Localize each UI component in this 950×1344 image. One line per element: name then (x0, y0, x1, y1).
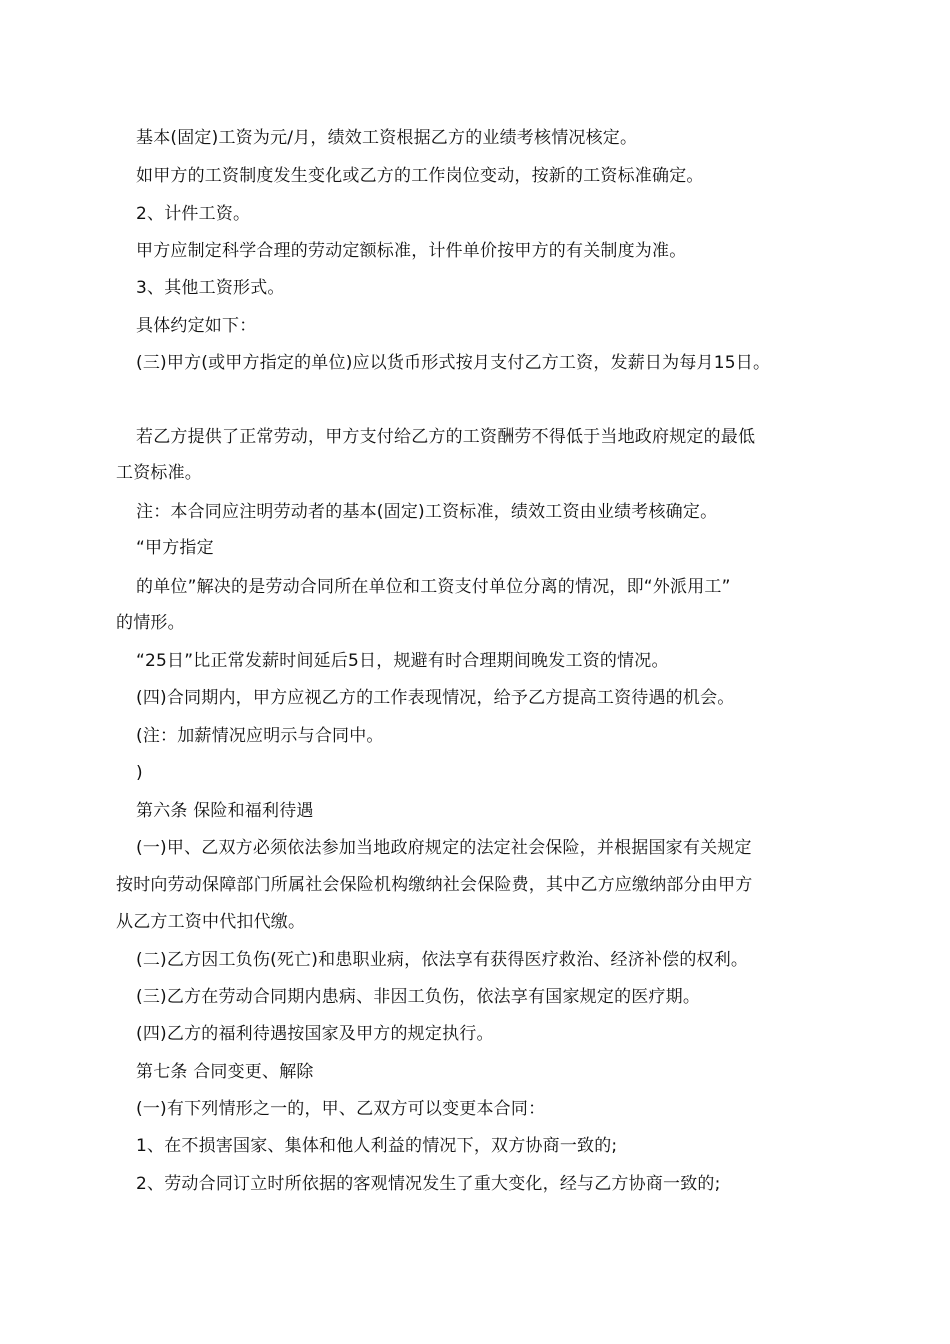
paragraph-line: 从乙方工资中代扣代缴。 (116, 912, 306, 932)
paragraph-line: 注：本合同应注明劳动者的基本(固定)工资标准，绩效工资由业绩考核确定。 (136, 502, 718, 522)
paragraph-line: (三)乙方在劳动合同期内患病、非因工负伤，依法享有国家规定的医疗期。 (136, 987, 701, 1007)
section-heading: 第七条 合同变更、解除 (136, 1062, 314, 1082)
section-heading: 第六条 保险和福利待遇 (136, 801, 314, 821)
paragraph-line: 2、计件工资。 (136, 204, 251, 224)
paragraph-line: 按时向劳动保障部门所属社会保险机构缴纳社会保险费，其中乙方应缴纳部分由甲方 (116, 875, 753, 895)
paragraph-line: 甲方应制定科学合理的劳动定额标准，计件单价按甲方的有关制度为准。 (136, 241, 687, 261)
paragraph-line: (一)甲、乙双方必须依法参加当地政府规定的法定社会保险，并根据国家有关规定 (136, 838, 752, 858)
paragraph-line: 如甲方的工资制度发生变化或乙方的工作岗位变动，按新的工资标准确定。 (136, 166, 704, 186)
paragraph-line: 的单位”解决的是劳动合同所在单位和工资支付单位分离的情况，即“外派用工” (136, 577, 731, 597)
paragraph-line: 具体约定如下： (136, 316, 257, 336)
paragraph-line: (二)乙方因工负伤(死亡)和患职业病，依法享有获得医疗救治、经济补偿的权利。 (136, 950, 749, 970)
paragraph-line: 2、劳动合同订立时所依据的客观情况发生了重大变化，经与乙方协商一致的; (136, 1174, 721, 1194)
paragraph-line: ) (136, 763, 143, 783)
paragraph-line: 的情形。 (116, 613, 185, 633)
paragraph-line: (四)乙方的福利待遇按国家及甲方的规定执行。 (136, 1024, 494, 1044)
paragraph-line: 工资标准。 (116, 463, 202, 483)
paragraph-line: (注：加薪情况应明示与合同中。 (136, 726, 384, 746)
paragraph-line: “25日”比正常发薪时间延后5日，规避有时合理期间晚发工资的情况。 (136, 651, 669, 671)
paragraph-line: (三)甲方(或甲方指定的单位)应以货币形式按月支付乙方工资，发薪日为每月15日。 (136, 353, 771, 373)
paragraph-line: 基本(固定)工资为元/月，绩效工资根据乙方的业绩考核情况核定。 (136, 128, 638, 148)
paragraph-line: 1、在不损害国家、集体和他人利益的情况下，双方协商一致的; (136, 1136, 618, 1156)
paragraph-line: (一)有下列情形之一的，甲、乙双方可以变更本合同： (136, 1099, 546, 1119)
paragraph-line: “甲方指定 (136, 538, 214, 558)
paragraph-line: 若乙方提供了正常劳动，甲方支付给乙方的工资酬劳不得低于当地政府规定的最低 (136, 427, 756, 447)
paragraph-line: 3、其他工资形式。 (136, 278, 285, 298)
paragraph-line: (四)合同期内，甲方应视乙方的工作表现情况，给予乙方提高工资待遇的机会。 (136, 688, 735, 708)
